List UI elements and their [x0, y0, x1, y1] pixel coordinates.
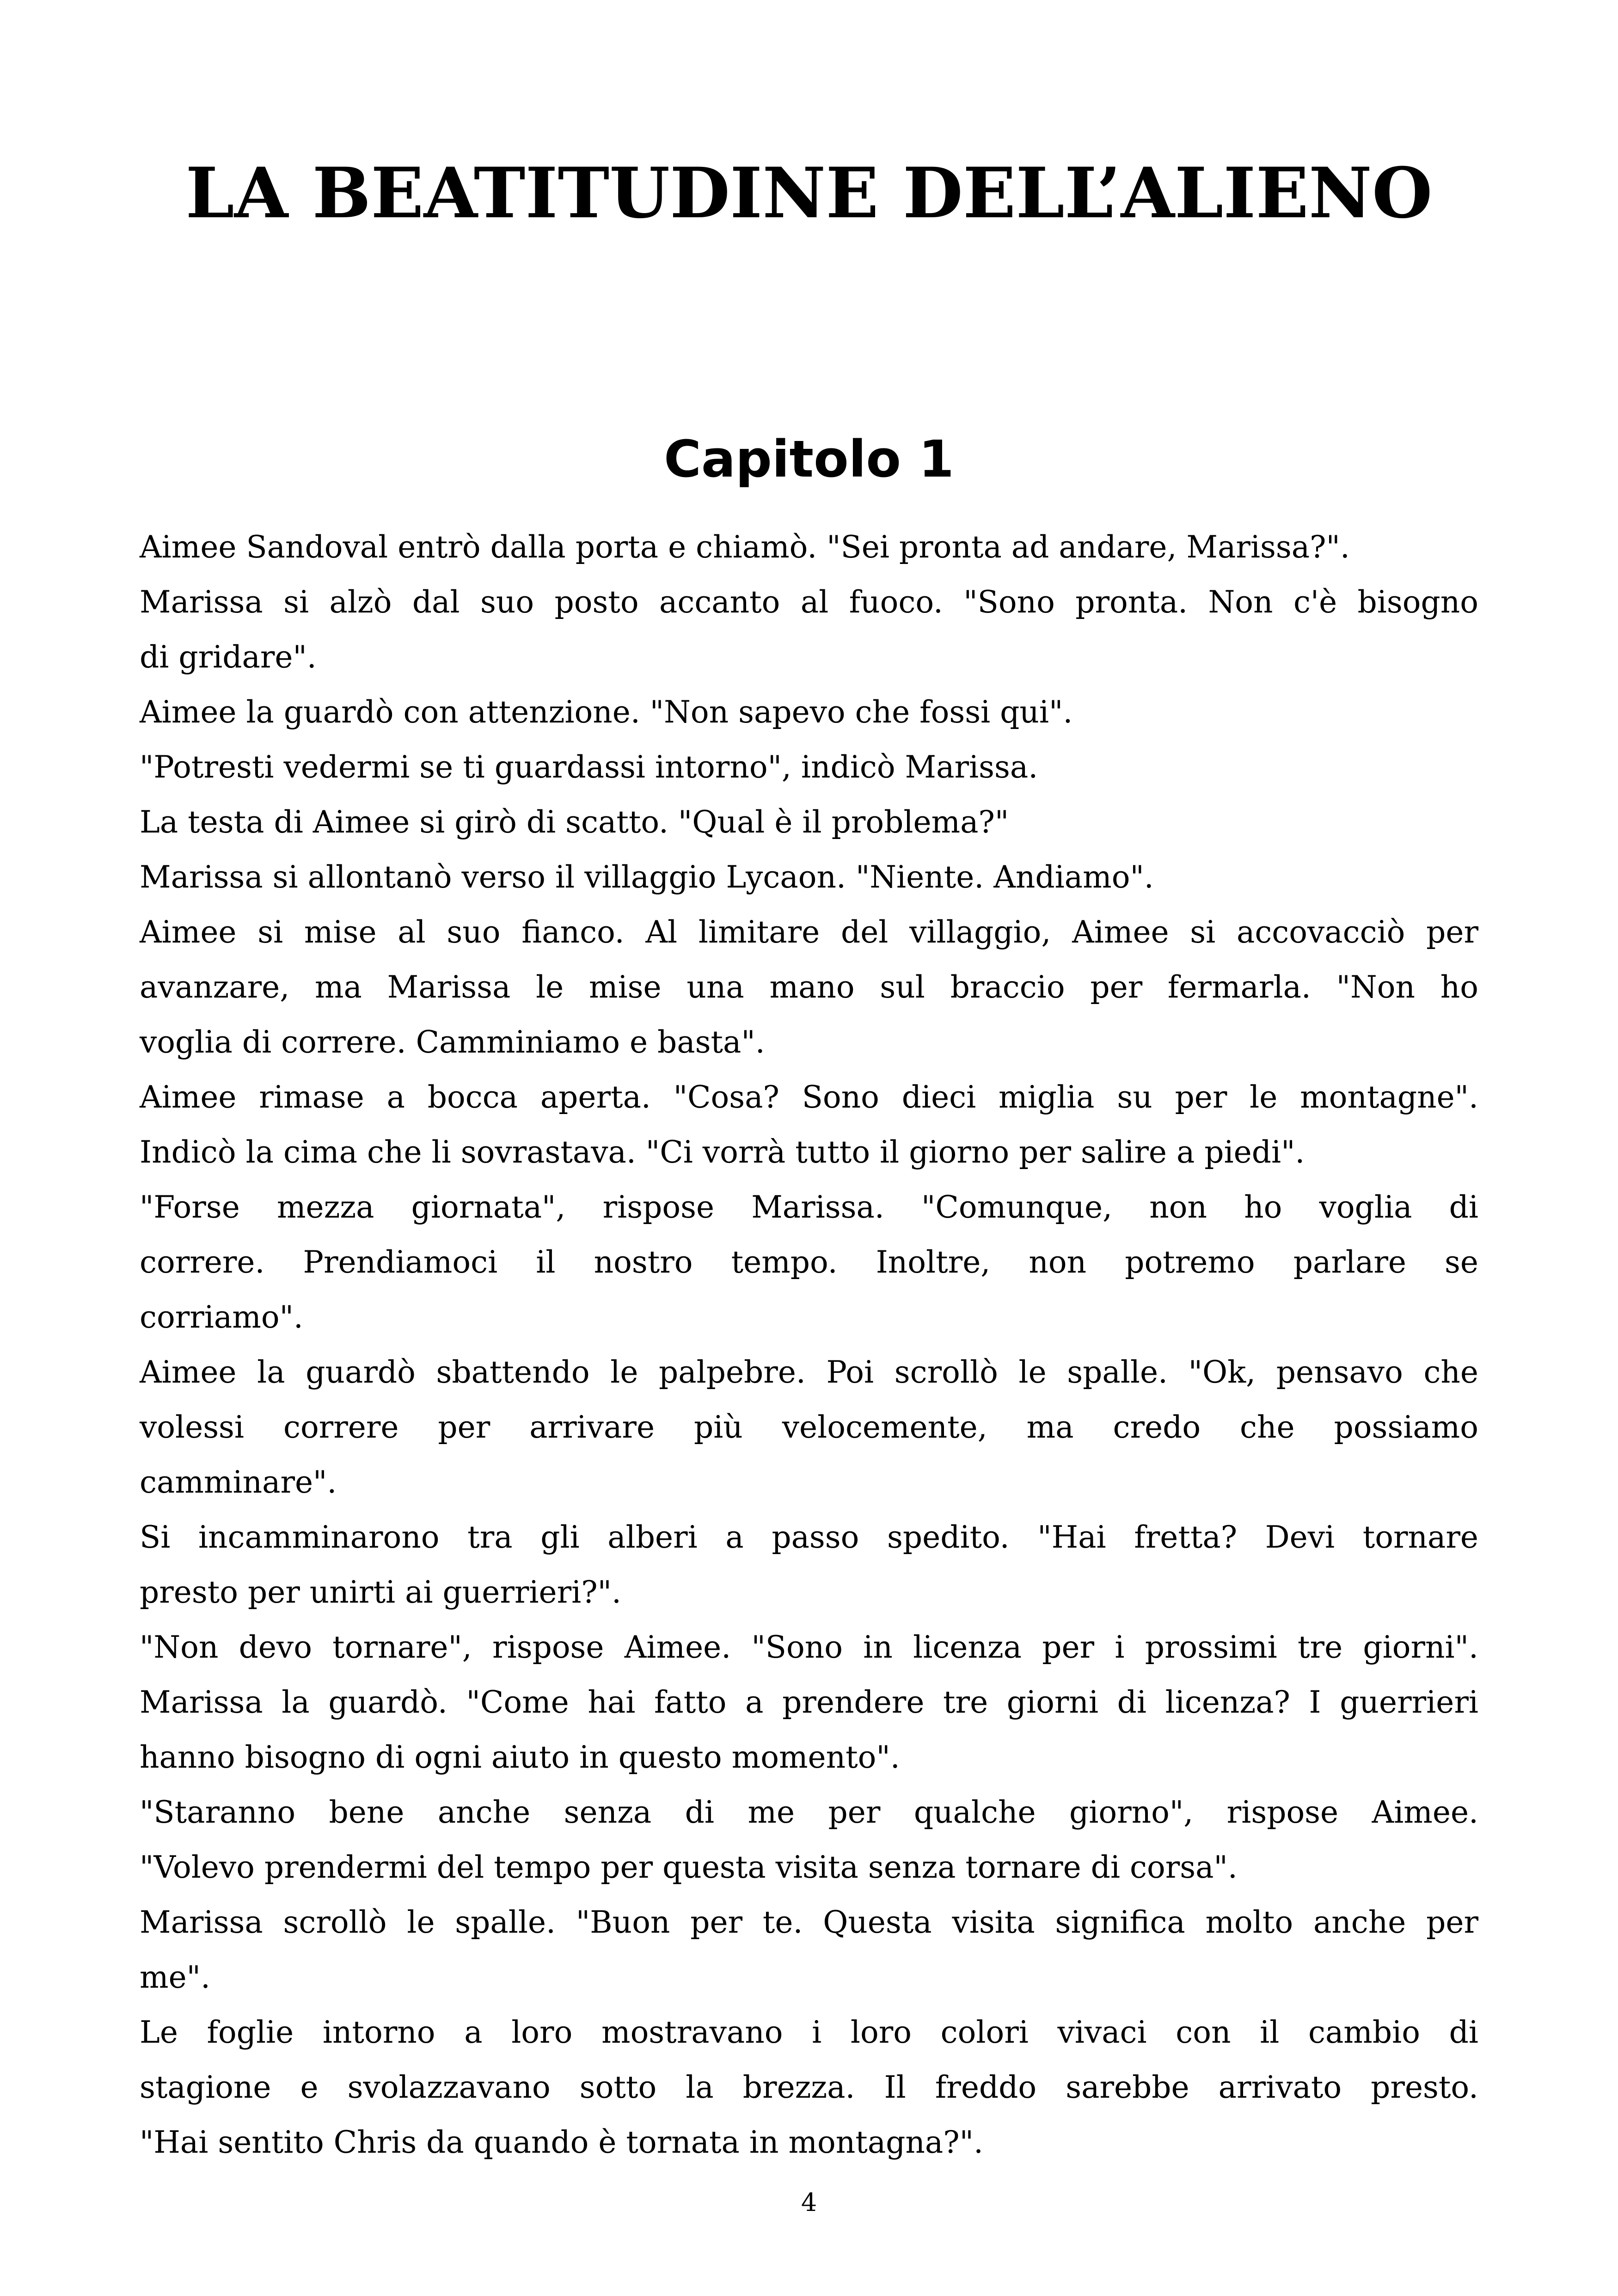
- text-line: "Forse mezza giornata", rispose Marissa. "Comunque, non ho voglia di: [140, 1189, 1478, 1225]
- text-line: hanno bisogno di ogni aiuto in questo momento".: [140, 1739, 900, 1775]
- text-line: stagione e svolazzavano sotto la brezza. Il freddo sarebbe arrivato presto.: [140, 2069, 1478, 2105]
- text-line: correre. Prendiamoci il nostro tempo. Inoltre, non potremo parlare se: [140, 1244, 1478, 1280]
- text-line: Aimee Sandoval entrò dalla porta e chiamò. "Sei pronta ad andare, Marissa?".: [140, 529, 1350, 565]
- text-line: Indicò la cima che li sovrastava. "Ci vorrà tutto il giorno per salire a piedi".: [140, 1134, 1305, 1170]
- text-line: voglia di correre. Camminiamo e basta".: [140, 1024, 765, 1060]
- text-line: di gridare".: [140, 639, 317, 675]
- text-line: "Hai sentito Chris da quando è tornata in montagna?".: [140, 2125, 983, 2160]
- text-line: "Potresti vedermi se ti guardassi intorno", indicò Marissa.: [140, 749, 1038, 785]
- text-line: "Non devo tornare", rispose Aimee. "Sono in licenza per i prossimi tre giorni".: [140, 1629, 1478, 1665]
- text-line: presto per unirti ai guerrieri?".: [140, 1574, 621, 1610]
- text-line: volessi correre per arrivare più velocemente, ma credo che possiamo: [140, 1409, 1478, 1445]
- text-line: corriamo".: [140, 1299, 303, 1335]
- text-line: Aimee si mise al suo fianco. Al limitare del villaggio, Aimee si accovacciò per: [140, 914, 1478, 950]
- text-line: Marissa si alzò dal suo posto accanto al fuoco. "Sono pronta. Non c'è bisogno: [140, 584, 1478, 620]
- text-line: La testa di Aimee si girò di scatto. "Qual è il problema?": [140, 804, 1009, 840]
- text-line: Marissa la guardò. "Come hai fatto a prendere tre giorni di licenza? I guerrieri: [140, 1684, 1478, 1720]
- text-line: avanzare, ma Marissa le mise una mano sul braccio per fermarla. "Non ho: [140, 969, 1478, 1005]
- text-line: Marissa scrollò le spalle. "Buon per te. Questa visita significa molto anche per: [140, 1904, 1478, 1940]
- body-text: [140, 520, 1478, 2170]
- text-line: Si incamminarono tra gli alberi a passo spedito. "Hai fretta? Devi tornare: [140, 1519, 1478, 1555]
- text-line: "Volevo prendermi del tempo per questa visita senza tornare di corsa".: [140, 1849, 1238, 1885]
- text-line: me".: [140, 1959, 210, 1995]
- text-line: Aimee la guardò sbattendo le palpebre. Poi scrollò le spalle. "Ok, pensavo che: [140, 1354, 1478, 1390]
- text-line: Marissa si allontanò verso il villaggio Lycaon. "Niente. Andiamo".: [140, 859, 1154, 895]
- chapter-heading: Capitolo 1: [664, 429, 954, 489]
- text-line: Le foglie intorno a loro mostravano i loro colori vivaci con il cambio di: [140, 2014, 1478, 2050]
- text-line: camminare".: [140, 1464, 337, 1500]
- text-line: "Staranno bene anche senza di me per qualche giorno", rispose Aimee.: [140, 1794, 1478, 1830]
- text-line: Aimee rimase a bocca aperta. "Cosa? Sono dieci miglia su per le montagne".: [140, 1079, 1478, 1115]
- text-line: Aimee la guardò con attenzione. "Non sapevo che fossi qui".: [140, 694, 1073, 730]
- book-title: LA BEATITUDINE DELL’ALIENO: [185, 153, 1433, 234]
- page-number: 4: [801, 2188, 817, 2217]
